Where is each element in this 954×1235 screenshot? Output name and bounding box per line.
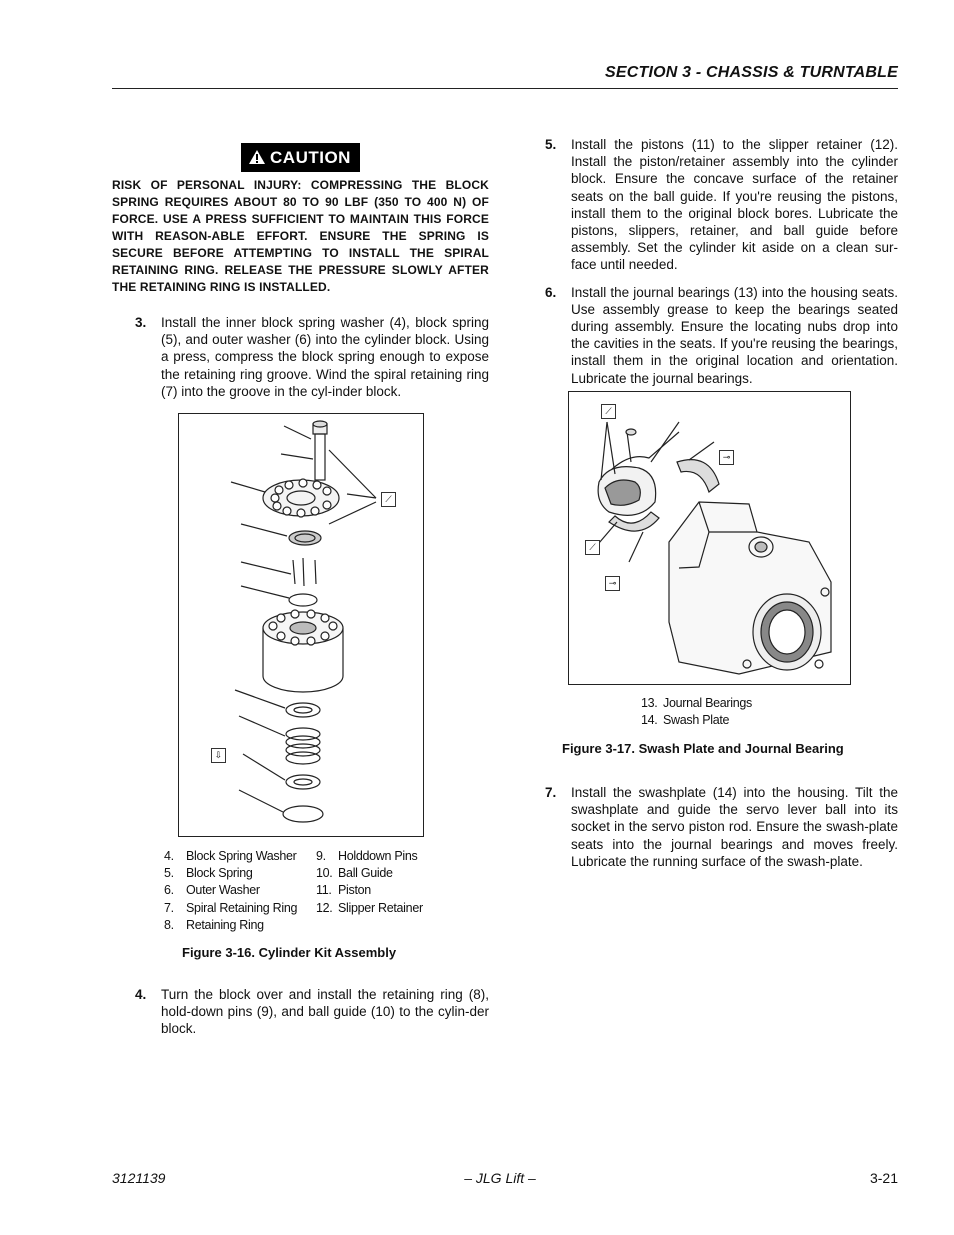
legend-item: 9. Holddown Pins — [316, 849, 418, 863]
figure-3-16-legend-right — [316, 848, 423, 917]
step-3 — [112, 314, 489, 400]
figure-3-17-caption: Figure 3-17. Swash Plate and Journal Bearing — [562, 741, 844, 756]
grease-icon: ⊸ — [719, 450, 734, 465]
step-number: 7. — [545, 785, 557, 800]
legend-item: 12. Slipper Retainer — [316, 900, 423, 915]
step-4 — [112, 986, 489, 1038]
legend-item: 14. Swash Plate — [641, 713, 730, 728]
step-text: Install the inner block spring washer (4), block spring (5), and outer washer (6) into the cylinder block. Using a press, compress the block spring enough to expose the retaining ring groove. Wind the spiral retaining ring (7) into the groove in the cyl-inder block. — [161, 315, 489, 399]
caution-banner — [112, 144, 489, 171]
legend-item: 5. Block Spring — [164, 866, 253, 881]
press-icon: ⇩ — [211, 748, 226, 763]
legend-item: 7. Spiral Retaining Ring — [164, 900, 298, 915]
legend-item: 11. Piston — [316, 883, 371, 898]
page-number: 3-21 — [869, 1170, 898, 1186]
legend-item: 10. Ball Guide — [316, 866, 393, 881]
right-column — [545, 136, 898, 387]
step-text: Install the journal bearings (13) into the housing seats. Use assembly grease to keep the bearings seated during assembly. Ensure the locating nubs drop into the cavities in the seats. If you're reusing the bearings, install them in the original location and orientation. Lubricate the journal bearings. — [571, 284, 898, 386]
lubricate-icon: ⟋ — [585, 540, 600, 555]
doc-number: 3121139 — [112, 1170, 166, 1186]
figure-3-17-legend — [641, 695, 752, 729]
legend-item: 8. Retaining Ring — [164, 917, 264, 932]
legend-item: 4. Block Spring Washer — [164, 849, 297, 863]
step-number: 5. — [545, 137, 557, 152]
step-text: Install the swashplate (14) into the housing. Tilt the swashplate and guide the servo lever ball into its socket in the servo piston rod. Ensure the swash-plate seats into the journal bearings and moves freely. Lubricate the running surface of the swash-plate. — [571, 785, 898, 869]
lubricate-icon: ⟋ — [601, 404, 616, 419]
caution-text: RISK OF PERSONAL INJURY: COMPRESSING THE BLOCK SPRING REQUIRES ABOUT 80 TO 90 LBF (350 TO 400 N) OF FORCE. USE A PRESS SUFFICIENT TO MAINTAIN THIS FORCE WITH REASON-ABLE EFFORT. ENSURE THE SPRING IS SECURE BEFORE ATTEMPTING TO INSTALL THE SPIRAL RETAINING RING. RELEASE THE PRESSURE SLOWLY AFTER THE RETAINING RING IS INSTALLED. — [112, 178, 489, 294]
swash-plate-housing-view — [569, 392, 850, 684]
step-text: Install the pistons (11) to the slipper retainer (12). Install the piston/retainer assembly into the cylinder block. Ensure the concave surface of the retainer seats on the ball guide. If you're reusing the pistons, install them to the original block bores. Lubricate the pistons, slippers, retainer, and ball guide before assembly. Set the cylinder kit aside on a clean sur-face until needed. — [571, 137, 898, 273]
figure-3-16-caption: Figure 3-16. Cylinder Kit Assembly — [182, 945, 397, 960]
footer-center: – JLG Lift – — [464, 1170, 536, 1186]
figure-3-17-illustration — [568, 391, 851, 685]
lubricate-icon: ⟋ — [381, 492, 396, 507]
step-number: 4. — [135, 987, 147, 1002]
step-5 — [545, 136, 898, 274]
step-text: Turn the block over and install the retaining ring (8), hold-down pins (9), and ball guide (10) to the cylin-der block. — [161, 987, 489, 1037]
legend-item: 13. Journal Bearings — [641, 696, 753, 710]
legend-item: 6. Outer Washer — [164, 883, 260, 898]
warning-triangle-icon — [248, 149, 266, 165]
section-title: SECTION 3 - CHASSIS & TURNTABLE — [604, 64, 898, 81]
header-rule — [112, 88, 898, 89]
step-number: 6. — [545, 284, 557, 300]
figure-3-16-legend-left — [164, 848, 297, 934]
step-number: 3. — [135, 315, 147, 330]
grease-icon: ⊸ — [605, 576, 620, 591]
step-6 — [545, 284, 898, 387]
figure-3-16-illustration — [178, 413, 424, 837]
step-7 — [545, 784, 898, 870]
caution-label: CAUTION — [242, 144, 359, 171]
left-column — [112, 140, 489, 400]
cylinder-kit-exploded-view — [179, 414, 423, 836]
